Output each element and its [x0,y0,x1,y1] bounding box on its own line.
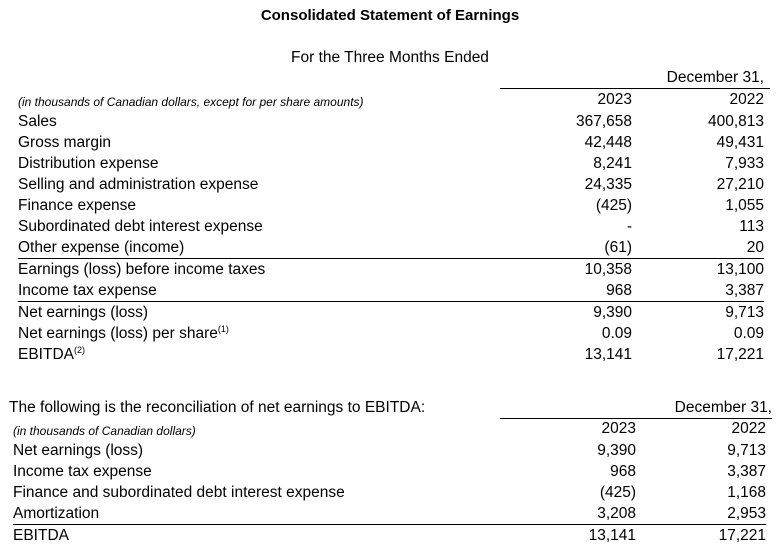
statement-row [18,237,764,259]
row-label-text: Finance and subordinated debt interest expense [13,484,345,501]
value-2022: 400,813 [707,113,764,130]
row-label [18,174,502,195]
reconciliation-col-2022: 2022 [731,420,766,437]
row-label [18,111,502,132]
reconciliation-col-2023: 2023 [601,420,636,437]
recon-period-header-rule [500,418,772,419]
value-2023: (425) [599,484,636,501]
row-label-text: Earnings (loss) before income taxes [18,261,266,278]
row-label-text: Gross margin [18,134,112,151]
value-2023: - [626,218,632,235]
value-2023: 3,208 [597,505,636,522]
value-2022: 13,100 [632,259,764,281]
row-label-text: Net earnings (loss) [13,442,144,459]
row-label-text: Sales [18,113,57,130]
value-2023: 968 [606,282,632,299]
row-label-text: EBITDA [13,527,69,544]
footnote-marker: (1) [217,324,229,334]
row-label [13,461,506,482]
value-2022: 17,221 [636,525,766,547]
statement-title: Consolidated Statement of Earnings [260,7,520,24]
statement-row [18,153,764,174]
row-label [18,153,502,174]
row-label-text: Income tax expense [18,282,157,299]
row-label [18,259,502,281]
row-label [18,132,502,153]
row-label [13,503,506,525]
statement-row [18,259,764,281]
reconciliation-row [13,503,766,525]
statement-row [18,174,764,195]
value-2023: 10,358 [502,259,632,281]
value-2022: 0.09 [733,325,764,342]
value-2023: 968 [610,463,636,480]
row-label-text: Other expense (income) [18,239,185,256]
statement-row [18,280,764,302]
reconciliation-table [13,440,766,546]
row-label-text: Finance expense [18,197,137,214]
value-2023: 9,390 [597,442,636,459]
row-label [18,237,502,259]
row-label [18,302,502,324]
reconciliation-row [13,461,766,482]
statement-row [18,216,764,237]
value-2022: 113 [739,218,764,235]
value-2022: 20 [746,239,764,256]
value-2022: 1,168 [727,484,766,501]
reconciliation-row [13,482,766,503]
statement-period-end: December 31, [666,69,764,86]
statement-row [18,302,764,324]
earnings-table [18,111,764,365]
value-2023: (425) [595,197,632,214]
value-2023: (61) [604,239,632,256]
statement-row [18,111,764,132]
row-label [18,280,502,302]
value-2022: 9,713 [727,442,766,459]
reconciliation-row [13,440,766,461]
reconciliation-period-end: December 31, [674,399,772,416]
value-2022: 3,387 [725,282,764,299]
value-2023: 13,141 [584,346,632,363]
statement-unit-note: (in thousands of Canadian dollars, except for per share amounts) [18,95,364,109]
value-2022: 1,055 [725,197,764,214]
value-2023: 24,335 [584,176,632,193]
row-label [18,216,502,237]
value-2022: 49,431 [716,134,764,151]
value-2022: 2,953 [727,505,766,522]
statement-row [18,344,764,365]
reconciliation-intro: The following is the reconciliation of net earnings to EBITDA: [9,399,426,416]
value-2023: 367,658 [575,113,632,130]
statement-row [18,323,764,344]
row-label-text: Subordinated debt interest expense [18,218,263,235]
value-2022: 3,387 [727,463,766,480]
row-label [18,344,502,365]
footnote-marker: (2) [73,345,85,355]
period-header-rule [500,88,770,89]
value-2023: 8,241 [593,155,632,172]
statement-row [18,195,764,216]
row-label [13,440,506,461]
row-label [13,482,506,503]
statement-col-2023: 2023 [597,91,632,108]
row-label-text: Selling and administration expense [18,176,259,193]
value-2023: 0.09 [601,325,632,342]
row-label-text: Net earnings (loss) per share [18,325,218,342]
value-2022: 7,933 [725,155,764,172]
row-label-text: EBITDA [18,346,74,363]
reconciliation-row [13,525,766,547]
row-label [18,323,502,344]
row-label-text: Distribution expense [18,155,159,172]
statement-subtitle: For the Three Months Ended [291,49,489,66]
value-2022: 17,221 [716,346,764,363]
row-label-text: Net earnings (loss) [18,304,149,321]
row-label [18,195,502,216]
value-2022: 27,210 [716,176,764,193]
value-2023: 9,390 [502,302,632,324]
statement-row [18,132,764,153]
row-label-text: Income tax expense [13,463,152,480]
statement-col-2022: 2022 [729,91,764,108]
row-label-text: Amortization [13,505,100,522]
value-2023: 13,141 [506,525,636,547]
value-2022: 9,713 [632,302,764,324]
reconciliation-unit-note: (in thousands of Canadian dollars) [13,424,196,438]
row-label [13,525,506,547]
value-2023: 42,448 [584,134,632,151]
